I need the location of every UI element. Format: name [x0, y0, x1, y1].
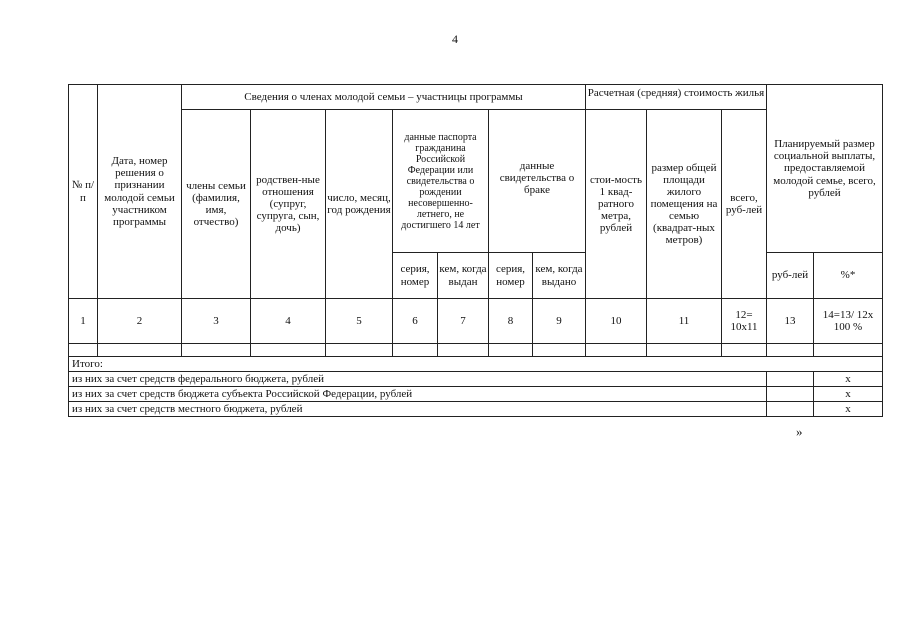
summary-rubles [767, 402, 814, 417]
summary-label: из них за счет средств местного бюджета, рублей [69, 402, 767, 417]
col-number: 11 [647, 299, 722, 344]
participants-table [68, 84, 883, 417]
col-number: 10 [586, 299, 647, 344]
header-total-cost: всего, руб-лей [722, 110, 767, 299]
header-birth-date: число, месяц, год рождения [326, 110, 393, 299]
col-number: 8 [489, 299, 533, 344]
col-number: 13 [767, 299, 814, 344]
empty-data-row [69, 344, 883, 357]
summary-label: из них за счет средств федерального бюджета, рублей [69, 372, 767, 387]
summary-rubles [767, 387, 814, 402]
header-marriage-certificate: данные свидетельства о браке [489, 110, 586, 253]
header-payment-rubles: руб-лей [767, 253, 814, 299]
summary-mark: х [814, 372, 883, 387]
summary-row [69, 387, 883, 402]
summary-row [69, 402, 883, 417]
summary-label: из них за счет средств бюджета субъекта Российской Федерации, рублей [69, 387, 767, 402]
total-label: Итого: [69, 357, 883, 372]
header-planned-payment: Планируемый размер социальной выплаты, предоставляемой молодой семье, всего, рублей [767, 85, 883, 253]
header-family-members: Сведения о членах молодой семьи – участницы программы [182, 85, 586, 110]
col-number: 4 [251, 299, 326, 344]
col-number: 2 [98, 299, 182, 344]
header-decision-date: Дата, номер решения о признании молодой семьи участником программы [98, 85, 182, 299]
col-number: 7 [438, 299, 489, 344]
header-relation: родствен-ные отношения (супруг, супруга, сын, дочь) [251, 110, 326, 299]
header-payment-percent: %* [814, 253, 883, 299]
col-number: 9 [533, 299, 586, 344]
summary-mark: х [814, 402, 883, 417]
col-number: 3 [182, 299, 251, 344]
header-no: № п/п [69, 85, 98, 299]
summary-mark: х [814, 387, 883, 402]
header-housing-cost: Расчетная (средняя) стоимость жилья [586, 85, 767, 110]
closing-quote: » [796, 424, 803, 439]
header-passport: данные паспорта гражданина Российской Федерации или свидетельства о рождении несовершенно-летнего, не достигшего 14 лет [393, 110, 489, 253]
header-marriage-issued: кем, когда выдано [533, 253, 586, 299]
header-sqm-cost: стои-мость 1 квад-ратного метра, рублей [586, 110, 647, 299]
column-numbers-row [69, 299, 883, 344]
header-marriage-series: серия, номер [489, 253, 533, 299]
col-number: 6 [393, 299, 438, 344]
header-passport-series: серия, номер [393, 253, 438, 299]
total-row [69, 357, 883, 372]
header-member-names: члены семьи (фамилия, имя, отчество) [182, 110, 251, 299]
header-passport-issued: кем, когда выдан [438, 253, 489, 299]
summary-rubles [767, 372, 814, 387]
header-living-area: размер общей площади жилого помещения на семью (квадрат-ных метров) [647, 110, 722, 299]
summary-row [69, 372, 883, 387]
col-number: 14=13/ 12х 100 % [814, 299, 883, 344]
page-number: 4 [452, 32, 458, 46]
col-number: 5 [326, 299, 393, 344]
col-number: 12= 10х11 [722, 299, 767, 344]
col-number: 1 [69, 299, 98, 344]
